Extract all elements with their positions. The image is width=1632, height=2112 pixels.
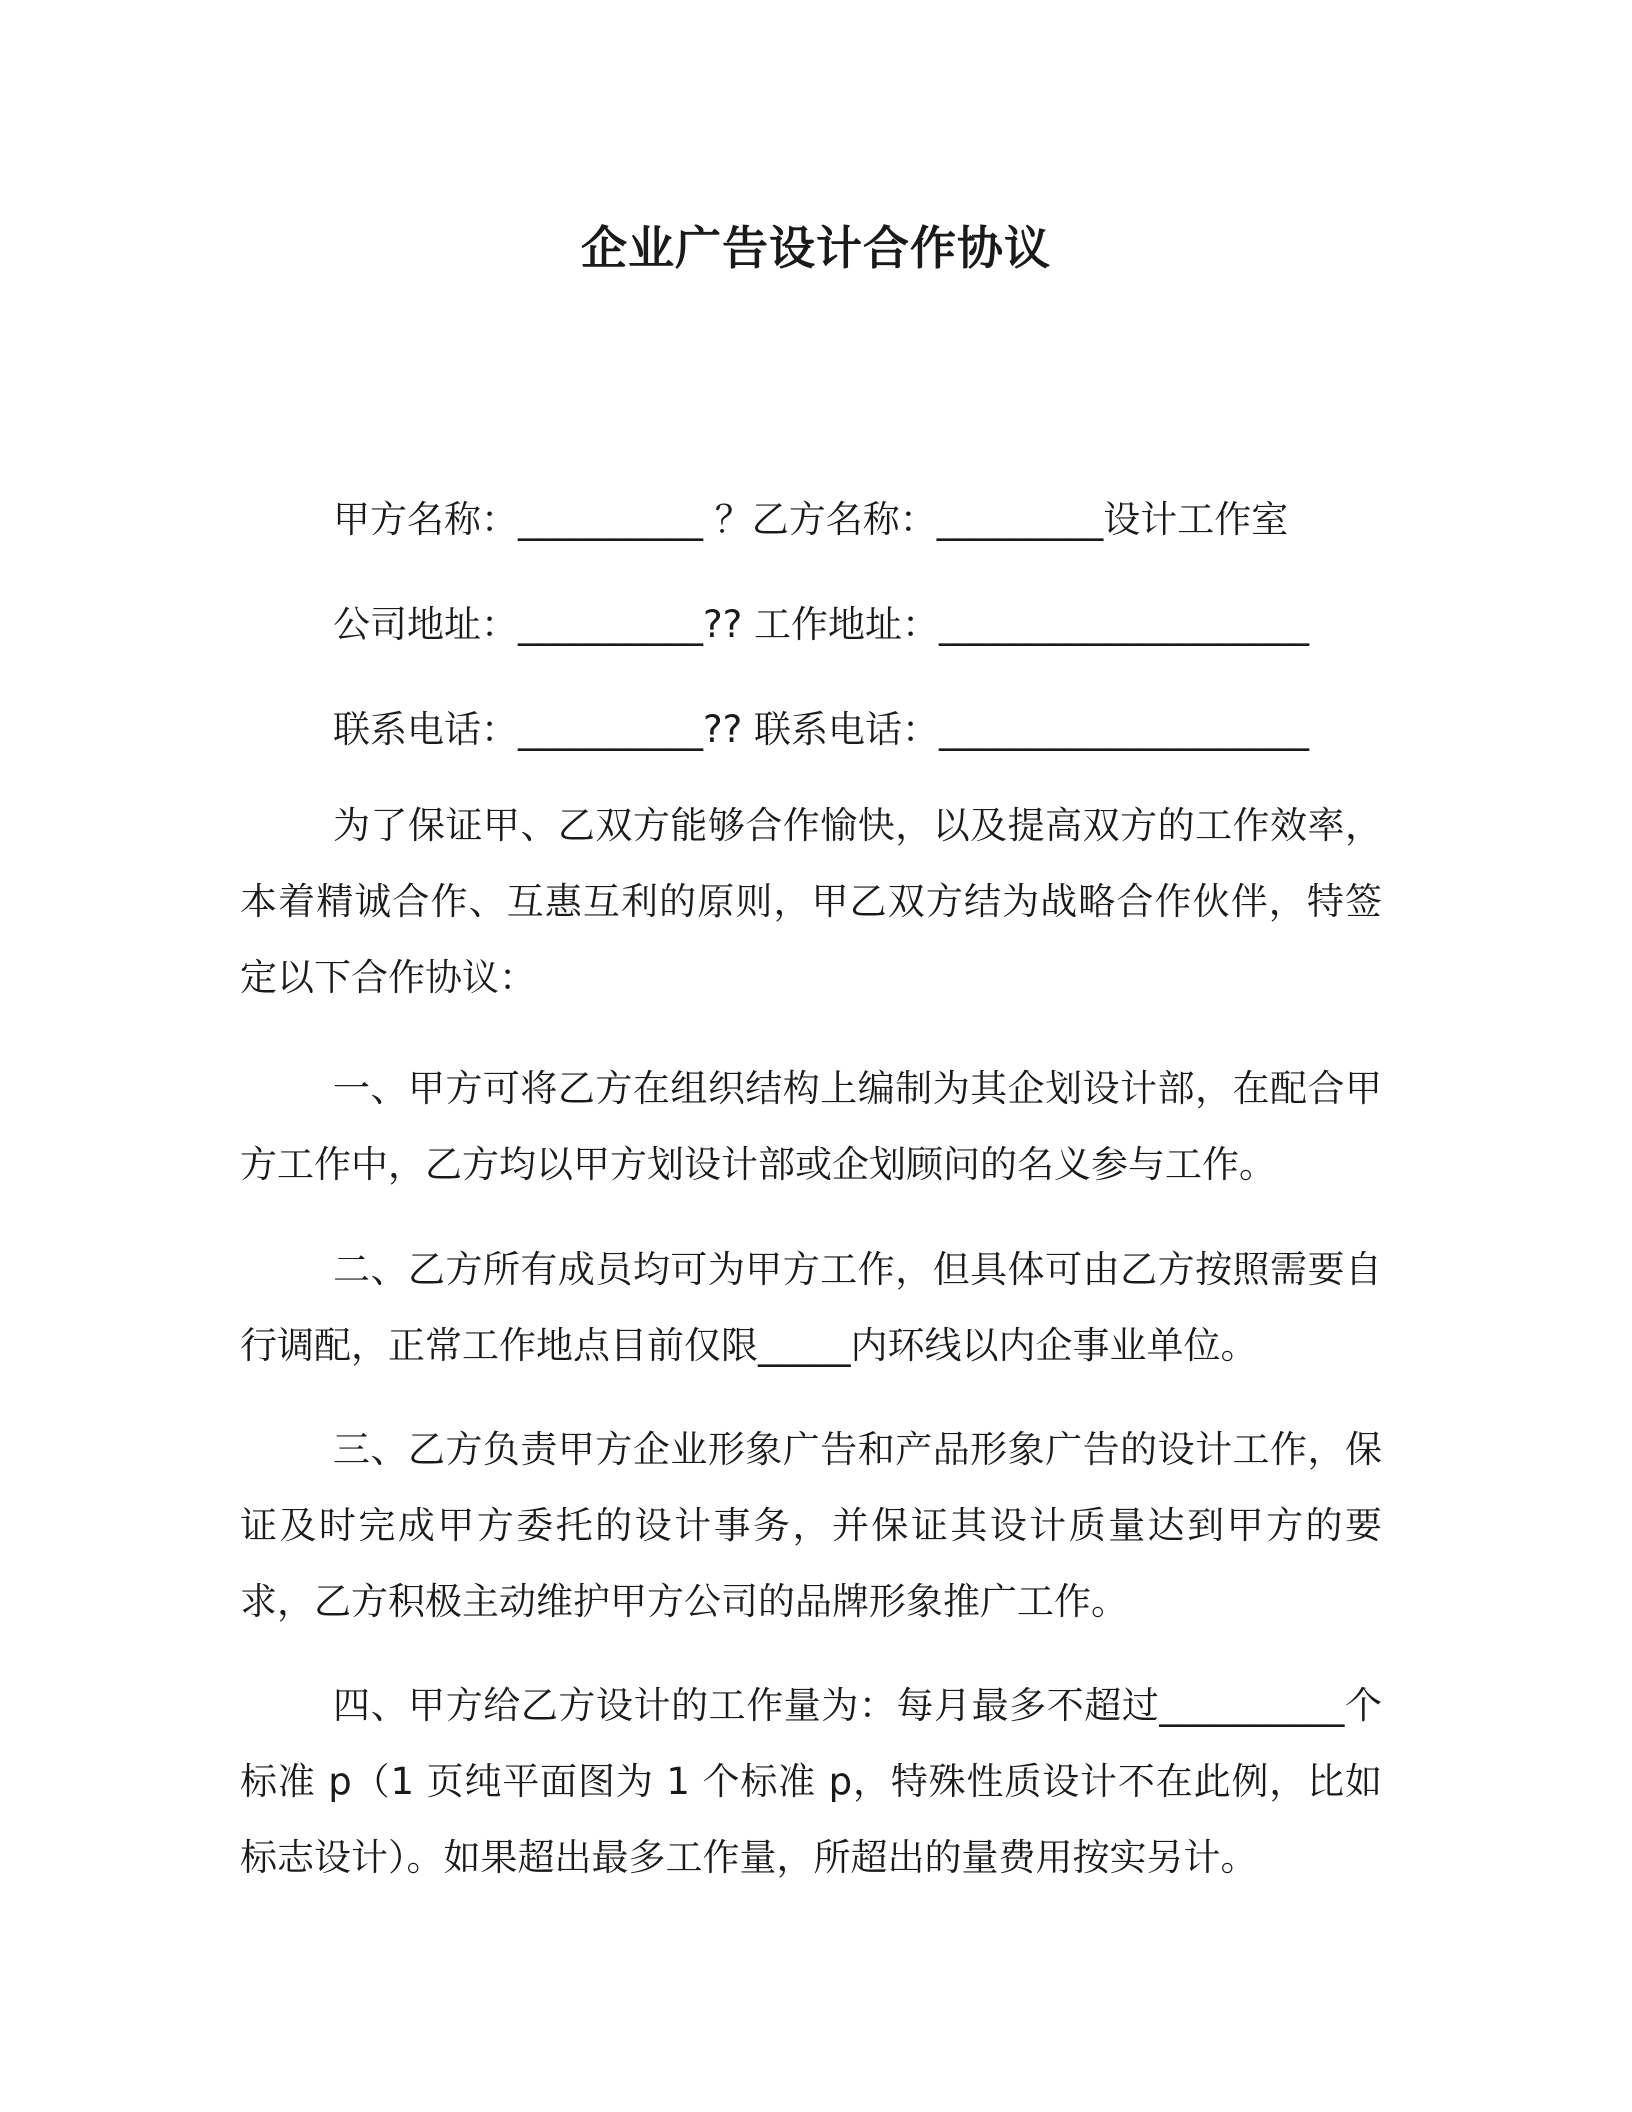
party-line-addresses: 公司地址：__________?? 工作地址：____________________ bbox=[333, 603, 1310, 646]
paragraph-clause-1: 一、甲方可将乙方在组织结构上编制为其企划设计部，在配合甲方工作中，乙方均以甲方划设计部或企划顾问的名义参与工作。 bbox=[240, 1067, 1382, 1186]
party-line-phones: 联系电话：__________?? 联系电话：____________________ bbox=[333, 708, 1310, 751]
paragraph-clause-4: 四、甲方给乙方设计的工作量为：每月最多不超过__________个标准 p（1 页纯平面图为 1 个标准 p，特殊性质设计不在此例，比如标志设计）。如果超出最多工作量，所超出的量费用按实另计。 bbox=[240, 1684, 1382, 1879]
paragraph-preamble: 为了保证甲、乙双方能够合作愉快，以及提高双方的工作效率，本着精诚合作、互惠互利的原则，甲乙双方结为战略合作伙伴，特签定以下合作协议： bbox=[240, 804, 1382, 999]
paragraph-clause-2: 二、乙方所有成员均可为甲方工作，但具体可由乙方按照需要自行调配，正常工作地点目前仅限_____内环线以内企事业单位。 bbox=[240, 1248, 1382, 1367]
party-line-names: 甲方名称：__________ ？乙方名称：_________设计工作室 bbox=[333, 498, 1289, 541]
document-title: 企业广告设计合作协议 bbox=[581, 221, 1051, 275]
paragraph-clause-3: 三、乙方负责甲方企业形象广告和产品形象广告的设计工作，保证及时完成甲方委托的设计事务，并保证其设计质量达到甲方的要求，乙方积极主动维护甲方公司的品牌形象推广工作。 bbox=[240, 1428, 1382, 1623]
